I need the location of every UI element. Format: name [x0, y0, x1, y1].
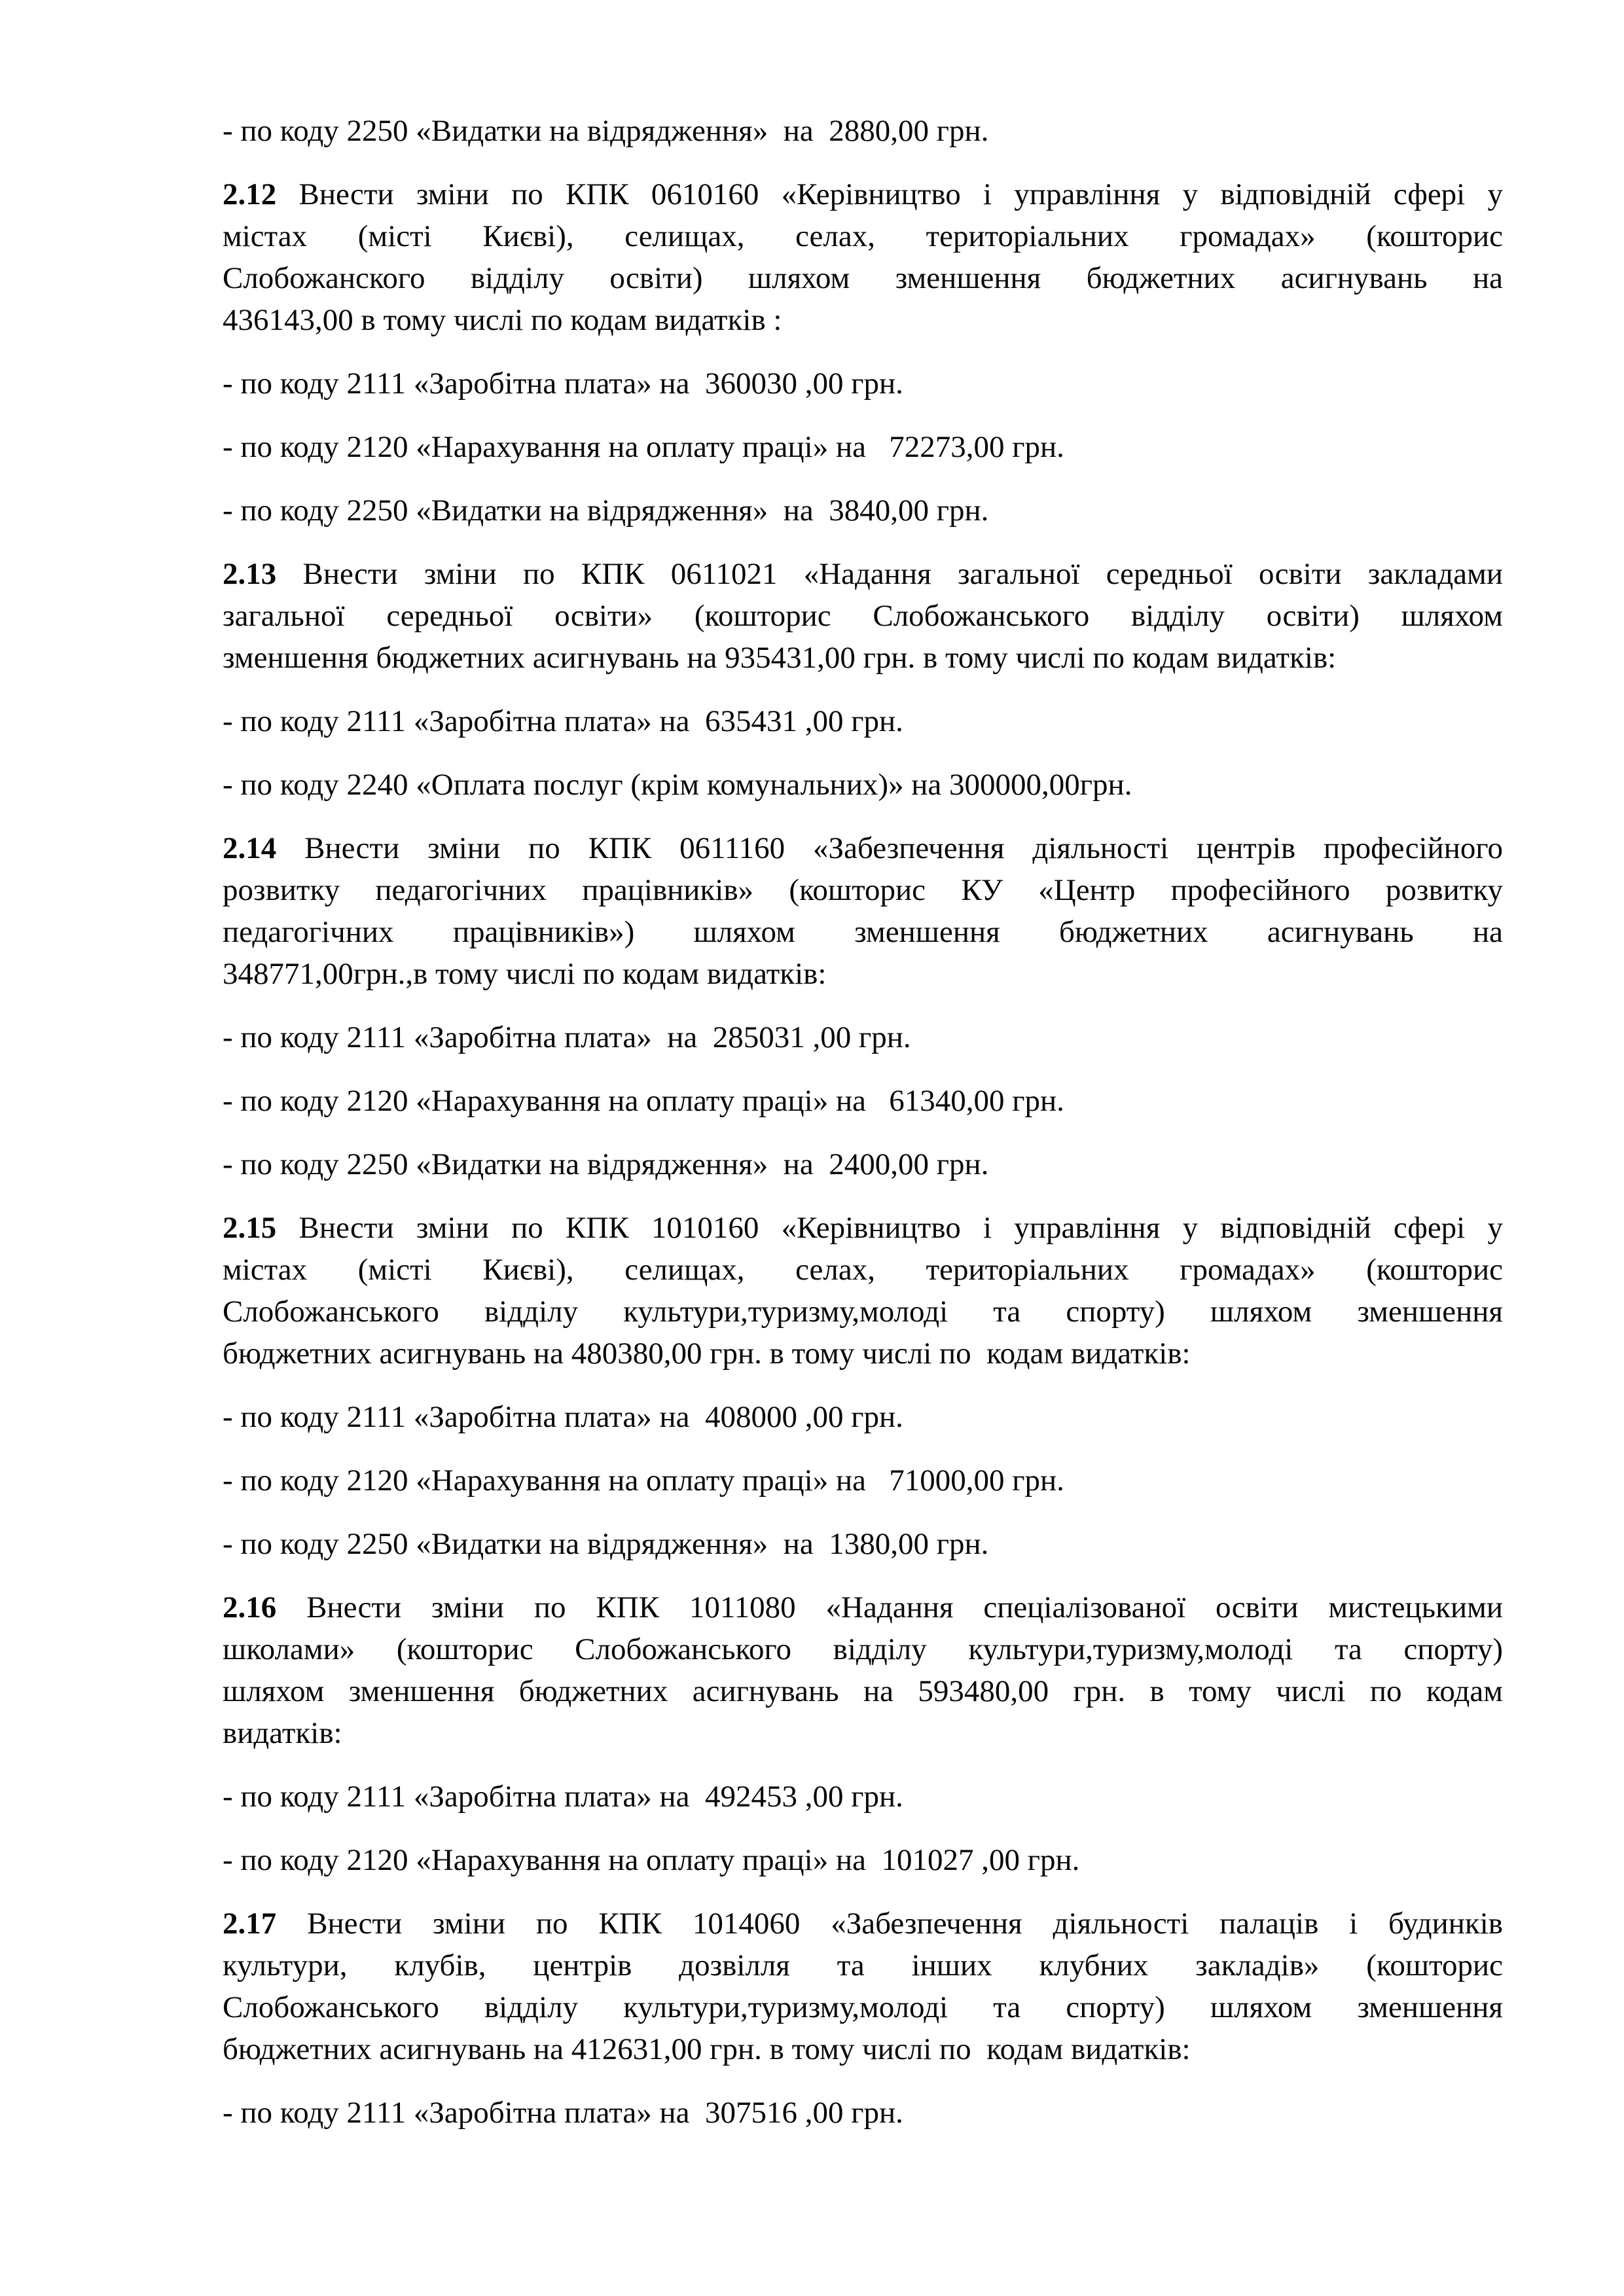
clause-number: 2.15 — [223, 1211, 277, 1245]
clause-line: культури, клубів, центрів дозвілля та інших клубних закладів» (кошторис — [223, 1948, 1503, 1982]
clause-line: 2.16 Внести зміни по КПК 1011080 «Надання спеціалізованої освіти мистецькими — [223, 1590, 1503, 1624]
clause-line: 2.17 Внести зміни по КПК 1014060 «Забезпечення діяльності палаців і будинків — [223, 1907, 1503, 1941]
clause-2.13 — [223, 553, 1503, 679]
clause-line: 436143,00 в тому числі по кодам видатків : — [223, 303, 782, 337]
expense-code-line: - по коду 2120 «Нарахування на оплату праці» на 101027 ,00 грн. — [223, 1843, 1080, 1877]
clause-number: 2.16 — [223, 1590, 277, 1624]
clause-2.15 — [223, 1207, 1503, 1374]
clause-line: 2.13 Внести зміни по КПК 0611021 «Надання загальної середньої освіти закладами — [223, 557, 1503, 591]
clause-line: школами» (кошторис Слобожанського відділу культури,туризму,молоді та спорту) — [223, 1632, 1503, 1666]
clause-line: 2.12 Внести зміни по КПК 0610160 «Керівництво і управління у відповідній сфері у — [223, 177, 1503, 211]
expense-code-line: - по коду 2120 «Нарахування на оплату праці» на 72273,00 грн. — [223, 430, 1064, 464]
clause-2.14 — [223, 827, 1503, 995]
clause-number: 2.12 — [223, 177, 277, 211]
clause-2.12 — [223, 173, 1503, 341]
expense-code-line: - по коду 2111 «Заробітна плата» на 635431 ,00 грн. — [223, 704, 903, 738]
expense-code-line: - по коду 2111 «Заробітна плата» на 307516 ,00 грн. — [223, 2096, 903, 2130]
clause-line: загальної середньої освіти» (кошторис Слобожанського відділу освіти) шляхом — [223, 599, 1503, 633]
clause-number: 2.17 — [223, 1907, 277, 1941]
clause-line: зменшення бюджетних асигнувань на 935431,00 грн. в тому числі по кодам видатків: — [223, 641, 1337, 675]
clause-line: шляхом зменшення бюджетних асигнувань на 593480,00 грн. в тому числі по кодам — [223, 1674, 1503, 1708]
clause-line: 2.14 Внести зміни по КПК 0611160 «Забезпечення діяльності центрів професійного — [223, 831, 1503, 865]
expense-code-line: - по коду 2250 «Видатки на відрядження» на 3840,00 грн. — [223, 493, 989, 528]
clause-2.17 — [223, 1903, 1503, 2070]
expense-code-line: - по коду 2250 «Видатки на відрядження» на 2880,00 грн. — [223, 114, 989, 148]
expense-code-line: - по коду 2111 «Заробітна плата» на 285031 ,00 грн. — [223, 1020, 911, 1054]
expense-code-line: - по коду 2111 «Заробітна плата» на 408000 ,00 грн. — [223, 1400, 903, 1434]
clause-line: видатків: — [223, 1716, 342, 1750]
expense-code-line: - по коду 2250 «Видатки на відрядження» на 1380,00 грн. — [223, 1527, 989, 1561]
expense-code-line: - по коду 2120 «Нарахування на оплату праці» на 71000,00 грн. — [223, 1463, 1064, 1498]
expense-code-line: - по коду 2240 «Оплата послуг (крім комунальних)» на 300000,00грн. — [223, 768, 1132, 802]
expense-code-line: - по коду 2111 «Заробітна плата» на 360030 ,00 грн. — [223, 367, 903, 401]
clause-line: Слобожанського відділу культури,туризму,молоді та спорту) шляхом зменшення — [223, 1295, 1503, 1329]
clause-2.16 — [223, 1587, 1503, 1754]
clause-line: 348771,00грн.,в тому числі по кодам видатків: — [223, 957, 827, 991]
clause-line: бюджетних асигнувань на 412631,00 грн. в тому числі по кодам видатків: — [223, 2032, 1191, 2066]
document-content — [223, 110, 1503, 2155]
clause-line: педагогічних працівників») шляхом зменшення бюджетних асигнувань на — [223, 915, 1503, 949]
clause-line: містах (місті Києві), селищах, селах, територіальних громадах» (кошторис — [223, 219, 1503, 253]
clause-line: Слобожанського відділу культури,туризму,молоді та спорту) шляхом зменшення — [223, 1990, 1503, 2024]
clause-line: містах (місті Києві), селищах, селах, територіальних громадах» (кошторис — [223, 1253, 1503, 1287]
clause-line: Слобожанского відділу освіти) шляхом зменшення бюджетних асигнувань на — [223, 261, 1503, 295]
clause-number: 2.14 — [223, 831, 277, 865]
clause-line: розвитку педагогічних працівників» (кошторис КУ «Центр професійного розвитку — [223, 873, 1503, 907]
clause-number: 2.13 — [223, 557, 277, 591]
clause-line: бюджетних асигнувань на 480380,00 грн. в тому числі по кодам видатків: — [223, 1336, 1191, 1371]
clause-line: 2.15 Внести зміни по КПК 1010160 «Керівництво і управління у відповідній сфері у — [223, 1211, 1503, 1245]
expense-code-line: - по коду 2111 «Заробітна плата» на 492453 ,00 грн. — [223, 1780, 903, 1814]
expense-code-line: - по коду 2120 «Нарахування на оплату праці» на 61340,00 грн. — [223, 1084, 1064, 1118]
expense-code-line: - по коду 2250 «Видатки на відрядження» на 2400,00 грн. — [223, 1147, 989, 1181]
